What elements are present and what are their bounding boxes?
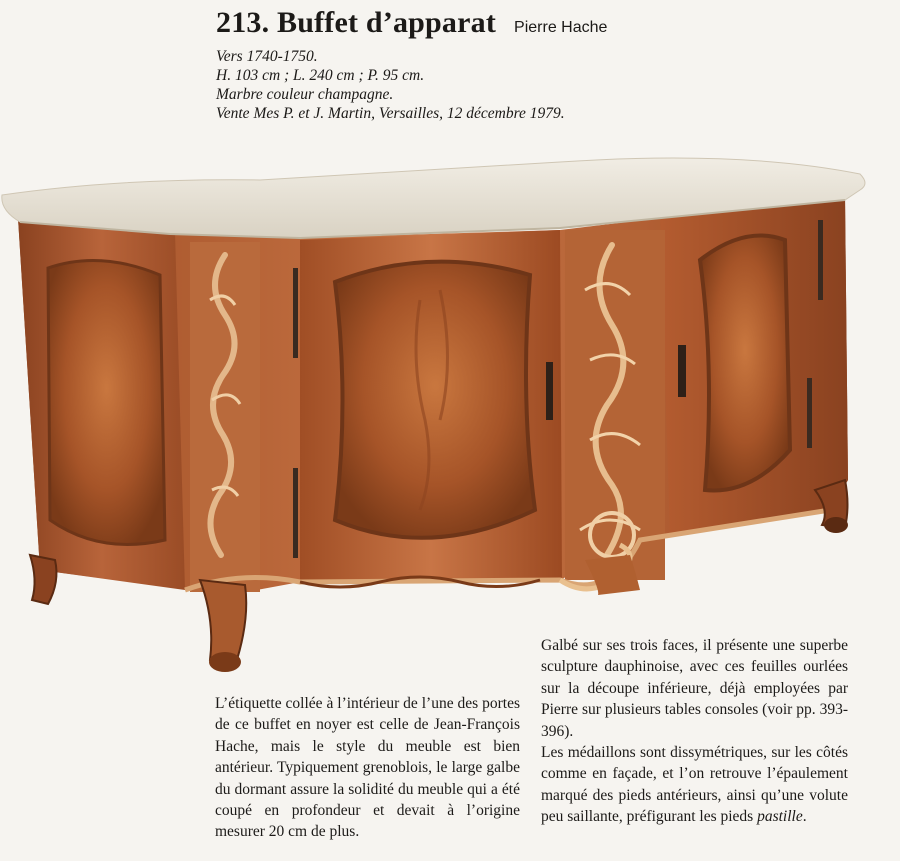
center-door-panel	[335, 262, 535, 538]
title-line	[216, 6, 886, 40]
description-left-column	[215, 693, 520, 843]
left-side-panel	[48, 260, 165, 544]
description-paragraph-1: L’étiquette collée à l’intérieur de l’une des portes de ce buffet en noyer est celle de Jean-François Hache, mais le style du meuble est bien antérieur. Typiquement grenoblois, le large galbe du dormant assure la solidité du meuble qui a été coupé en profondeur et devait à l’origine mesurer 20 cm de plus.	[215, 695, 520, 841]
pastille-term: pastille	[757, 808, 803, 826]
right-door-panel	[700, 236, 790, 491]
description-paragraph-3-end: .	[802, 808, 807, 826]
buffet-photo	[0, 150, 900, 690]
description-paragraph-2: Galbé sur ses trois faces, il présente une superbe sculpture dauphinoise, avec ces feuilles ourlées sur la découpe inférieure, déjà employées par Pierre sur plusieurs tables consoles (voir pp. 393-396).	[541, 637, 848, 740]
detail-marble: Marbre couleur champagne.	[216, 86, 394, 103]
entry-title: 213. Buffet d’apparat	[216, 6, 497, 39]
description-paragraph-3-main: Les médaillons sont dissymétriques, sur les côtés comme en façade, et l’on retrouve l’épaulement marqué des pieds antérieurs, ainsi qu’une volute peu saillante, préfigurant les pieds	[541, 744, 848, 826]
entry-details	[216, 47, 886, 123]
right-pilaster	[565, 230, 665, 580]
left-back-foot	[30, 555, 56, 604]
detail-date: Vers 1740-1750.	[216, 48, 318, 65]
description-right-column	[541, 635, 848, 828]
catalog-entry-header	[216, 6, 886, 123]
entry-maker: Pierre Hache	[514, 19, 608, 36]
detail-dimensions: H. 103 cm ; L. 240 cm ; P. 95 cm.	[216, 67, 425, 84]
detail-sale: Vente Mes P. et J. Martin, Versailles, 12 décembre 1979.	[216, 105, 565, 122]
left-pilaster	[190, 242, 260, 592]
description-paragraph-3	[541, 742, 848, 828]
